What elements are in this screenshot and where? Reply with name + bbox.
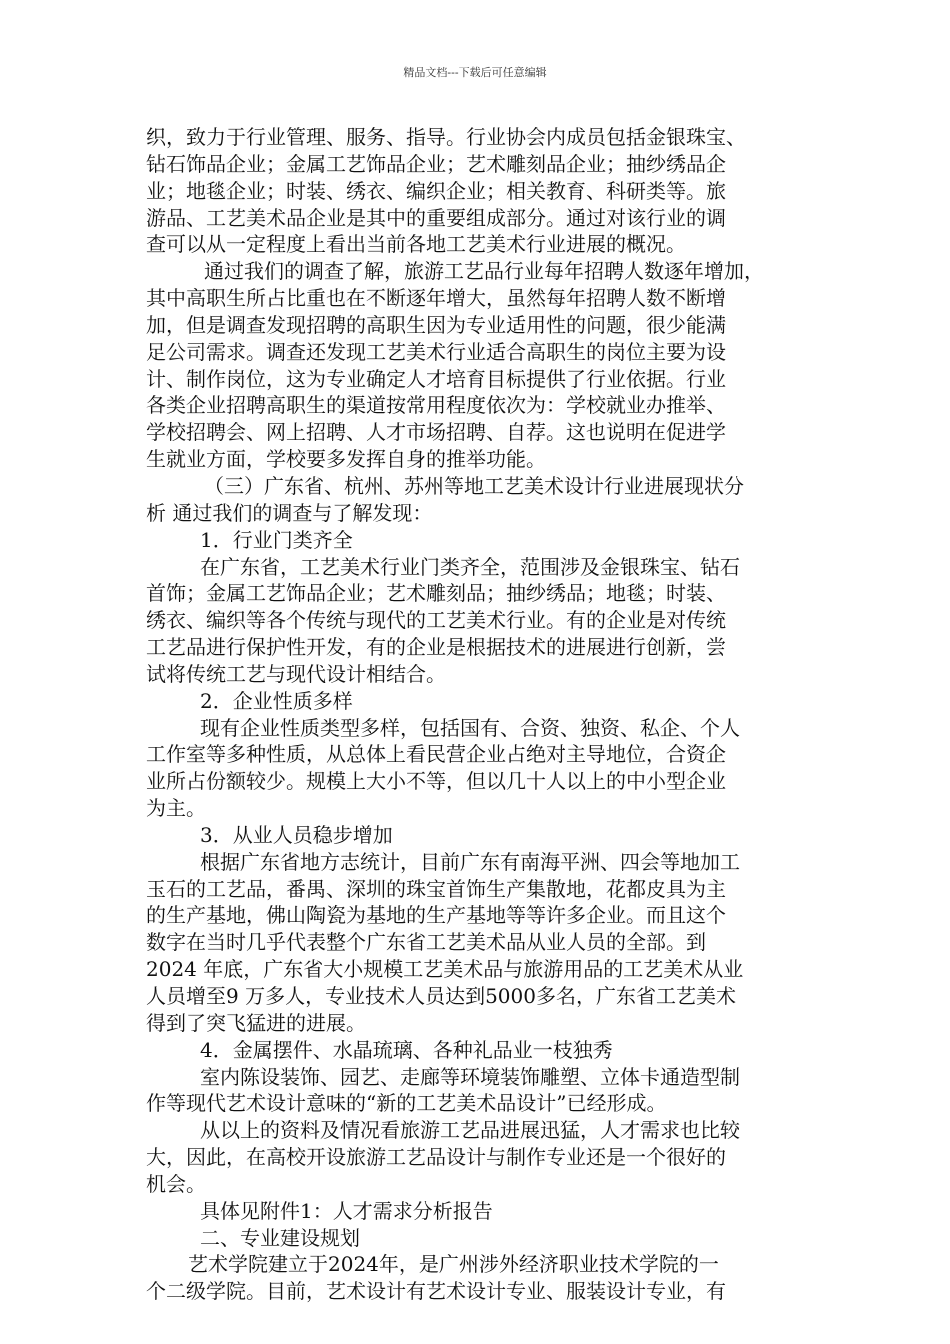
text-line: 人员增至9 万多人，专业技术人员达到5000多名，广东省工艺美术 — [146, 984, 736, 1008]
text-line: 通过我们的调查了解，旅游工艺品行业每年招聘人数逐年增加， — [204, 259, 764, 284]
page-header: 精品文档---下载后可任意编辑 — [403, 66, 547, 79]
text-line: 3．从业人员稳步增加 — [200, 822, 393, 847]
text-line: 游品、工艺美术品企业是其中的重要组成部分。通过对该行业的调 — [146, 205, 726, 230]
text-line: 计、制作岗位，这为专业确定人才培育目标提供了行业依据。行业 — [146, 366, 726, 391]
text-line: 从以上的资料及情况看旅游工艺品进展迅猛，人才需求也比较 — [200, 1118, 740, 1143]
text-line: 作等现代艺术设计意味的“新的工艺美术品设计”已经形成。 — [146, 1091, 667, 1116]
text-line: 1．行业门类齐全 — [200, 527, 353, 552]
text-line: 具体见附件1：人才需求分析报告 — [200, 1198, 493, 1223]
text-line: 4．金属摆件、水晶琉璃、各种礼品业一枝独秀 — [200, 1037, 613, 1062]
text-line: 的生产基地，佛山陶瓷为基地的生产基地等等许多企业。而且这个 — [146, 903, 726, 928]
text-line: 二、专业建设规划 — [200, 1225, 360, 1250]
text-line: 绣衣、编织等各个传统与现代的工艺美术行业。有的企业是对传统 — [146, 608, 726, 633]
text-line: 首饰；金属工艺饰品企业；艺术雕刻品；抽纱绣品；地毯；时装、 — [146, 581, 726, 606]
text-line: 机会。 — [146, 1171, 206, 1196]
text-line: 析 通过我们的调查与了解发现： — [146, 500, 433, 525]
text-line: 为主。 — [146, 796, 206, 821]
text-line: 数字在当时几乎代表整个广东省工艺美术品从业人员的全部。到 — [146, 930, 706, 955]
text-line: 织，致力于行业管理、服务、指导。行业协会内成员包括金银珠宝、 — [146, 125, 746, 149]
text-line: 钻石饰品企业；金属工艺饰品企业；艺术雕刻品企业；抽纱绣品企 — [146, 151, 726, 176]
text-line: 各类企业招聘高职生的渠道按常用程度依次为：学校就业办推举、 — [146, 393, 726, 418]
text-line: 室内陈设装饰、园艺、走廊等环境装饰雕塑、立体卡通造型制 — [200, 1064, 740, 1089]
text-line: 学校招聘会、网上招聘、人才市场招聘、自荐。这也说明在促进学 — [146, 420, 726, 445]
text-line: 工作室等多种性质，从总体上看民营企业占绝对主导地位，合资企 — [146, 742, 726, 767]
text-line: 业所占份额较少。规模上大小不等，但以几十人以上的中小型企业 — [146, 769, 726, 794]
text-line: 工艺品进行保护性开发，有的企业是根据技术的进展进行创新，尝 — [146, 635, 726, 660]
text-line: 得到了突飞猛进的进展。 — [146, 1010, 366, 1035]
document-body — [146, 124, 810, 1305]
text-line: 2．企业性质多样 — [200, 688, 353, 713]
text-line: 生就业方面，学校要多发挥自身的推举功能。 — [146, 447, 546, 472]
text-line: 业；地毯企业；时装、绣衣、编织企业；相关教育、科研类等。旅 — [146, 178, 726, 203]
text-line: 足公司需求。调查还发现工艺美术行业适合高职生的岗位主要为设 — [146, 339, 726, 364]
text-line: （三）广东省、杭州、苏州等地工艺美术设计行业进展现状分 — [204, 473, 744, 498]
text-line: 根据广东省地方志统计，目前广东有南海平洲、四会等地加工 — [200, 849, 740, 874]
text-line: 加，但是调查发现招聘的高职生因为专业适用性的问题，很少能满 — [146, 312, 726, 337]
text-line: 在广东省，工艺美术行业门类齐全，范围涉及金银珠宝、钻石 — [200, 554, 740, 579]
text-line: 玉石的工艺品，番禺、深圳的珠宝首饰生产集散地，花都皮具为主 — [146, 876, 726, 901]
text-line: 现有企业性质类型多样，包括国有、合资、独资、私企、个人 — [200, 715, 740, 740]
text-line: 大，因此，在高校开设旅游工艺品设计与制作专业还是一个很好的 — [146, 1145, 726, 1170]
text-line: 查可以从一定程度上看出当前各地工艺美术行业进展的概况。 — [146, 232, 686, 257]
text-line: 个二级学院。目前，艺术设计有艺术设计专业、服装设计专业，有 — [146, 1279, 726, 1304]
text-line: 其中高职生所占比重也在不断逐年增大，虽然每年招聘人数不断增 — [146, 286, 726, 311]
text-line: 试将传统工艺与现代设计相结合。 — [146, 661, 446, 686]
text-line: 艺术学院建立于2024年，是广州涉外经济职业技术学院的一 — [188, 1252, 719, 1277]
text-line: 2024 年底，广东省大小规模工艺美术品与旅游用品的工艺美术从业 — [146, 957, 744, 982]
